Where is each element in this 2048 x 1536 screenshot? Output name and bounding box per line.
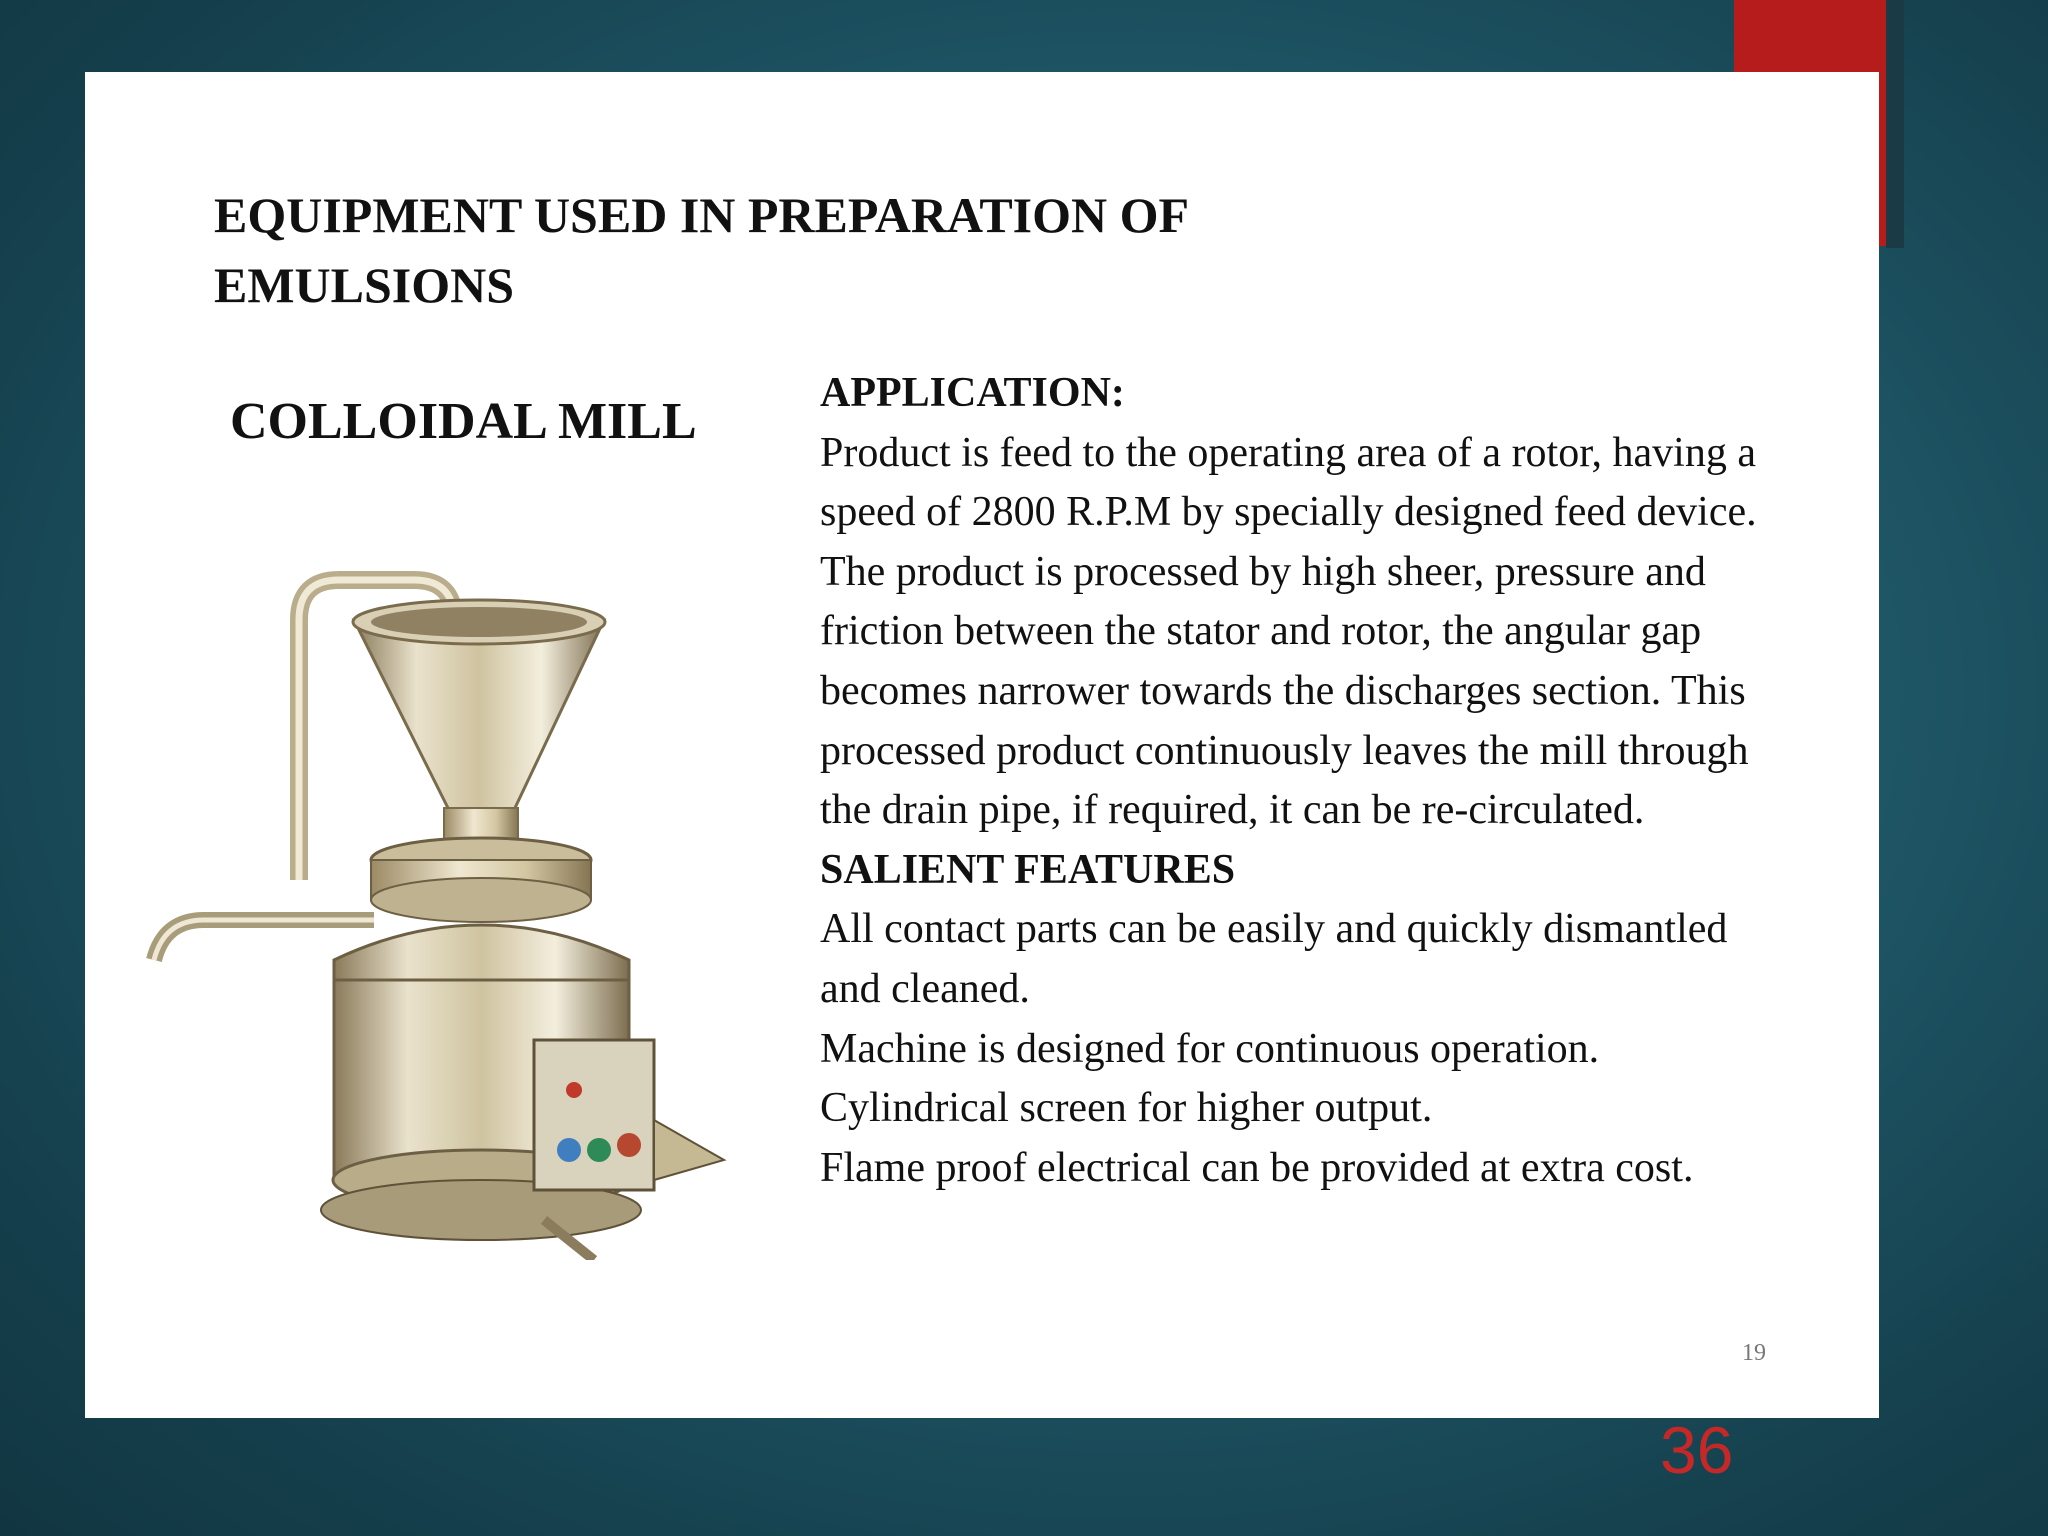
application-text: Product is feed to the operating area of a rotor, having a speed of 2800 R.P.M by specially designed feed device. The product is processed by high sheer, pressure and friction between the stator and rotor, the angular gap becomes narrower towards the discharges section. This processed product continuously leaves the mill through the drain pipe, if required, it can be re-circulated. (820, 429, 1757, 834)
slide-title-line2: EMULSIONS (214, 257, 515, 313)
slide-number: 36 (1660, 1413, 1734, 1487)
slide-title (214, 180, 1514, 320)
equipment-name: COLLOIDAL MILL (230, 393, 697, 450)
accent-bar-shadow (1886, 0, 1904, 248)
application-title: APPLICATION: (820, 370, 1125, 416)
features-title: SALIENT FEATURES (820, 846, 1236, 893)
original-page-number: 19 (1742, 1340, 1766, 1366)
colloid-mill-illustration (124, 560, 744, 1260)
feature-item: Cylindrical screen for higher output. (820, 1085, 1433, 1132)
slide-title-line1: EQUIPMENT USED IN PREPARATION OF (214, 187, 1190, 243)
feature-item: Flame proof electrical can be provided at extra cost. (820, 1144, 1694, 1191)
feature-item: Machine is designed for continuous operation. (820, 1025, 1600, 1072)
description-column (820, 364, 1780, 1198)
feature-item: All contact parts can be easily and quickly dismantled and cleaned. (820, 906, 1728, 1012)
